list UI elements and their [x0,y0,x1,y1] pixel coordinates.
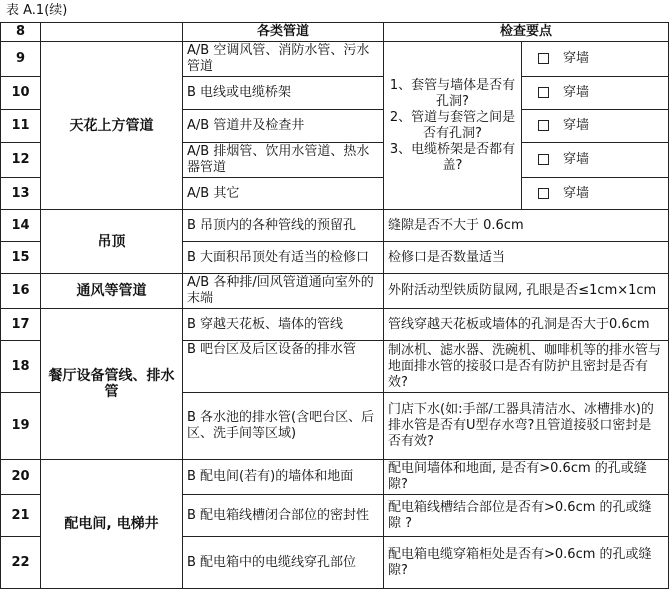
row-number: 13 [1,178,41,210]
row-number: 9 [1,42,41,77]
table-row [1,274,669,309]
checkbox[interactable] [538,188,549,199]
row-number: 18 [1,341,41,393]
pipe-cell: B 配电间(若有)的墙体和地面 [183,460,384,495]
pipe-cell: A/B 其它 [183,178,384,210]
pipe-cell: A/B 空调风管、消防水管、污水管道 [183,42,384,77]
check-cell: 制冰机、滤水器、洗碗机、咖啡机等的排水管与地面排水管的接驳口是否有防护且密封是否有效? [384,341,669,393]
pipe-cell: A/B 排烟管、饮用水管道、热水器管道 [183,143,384,178]
ceiling-check-note: 1、套管与墙体是否有孔洞? 2、管道与套管之间是否有孔洞? 3、电缆桥架是否都有盖? [384,42,522,210]
check-cell: 管线穿越天花板或墙体的孔洞是否大于0.6cm [384,309,669,341]
row-number: 11 [1,110,41,143]
checkbox-cell [522,143,669,178]
row-number: 21 [1,495,41,537]
check-cell: 外附活动型铁质防鼠网, 孔眼是否≤1cm×1cm [384,274,669,309]
group-suspended-ceiling: 吊顶 [41,210,183,274]
pipe-cell: B 大面积吊顶处有适当的检修口 [183,242,384,274]
check-cell: 检修口是否数量适当 [384,242,669,274]
group-ventilation: 通风等管道 [41,274,183,309]
checkbox-label: 穿墙 [563,118,590,133]
checkbox-label: 穿墙 [563,85,590,100]
checkbox-label: 穿墙 [563,152,590,167]
table-caption: 表 A.1(续) [6,3,68,18]
header-empty [41,23,183,42]
check-cell: 门店下水(如:手部/工器具清洁水、冰槽排水)的排水管是否有U型存水弯?且管道接驳口密封是否有效? [384,393,669,460]
checkbox[interactable] [538,53,549,64]
checkbox-cell [522,110,669,143]
pipe-cell: B 吊顶内的各种管线的预留孔 [183,210,384,242]
row-number: 10 [1,77,41,110]
group-ceiling: 天花上方管道 [41,42,183,210]
check-cell: 缝隙是否不大于 0.6cm [384,210,669,242]
row-number: 12 [1,143,41,178]
check-cell: 配电箱电缆穿箱柜处是否有>0.6cm 的孔或缝隙? [384,537,669,589]
pipe-cell: A/B 管道井及检查井 [183,110,384,143]
table-row [1,460,669,495]
checkbox-cell [522,42,669,77]
check-cell: 配电间墙体和地面, 是否有>0.6cm 的孔或缝隙? [384,460,669,495]
table-row [1,210,669,242]
checkbox-cell [522,77,669,110]
group-power-room: 配电间, 电梯井 [41,460,183,589]
pipe-cell: B 各水池的排水管(含吧台区、后区、洗手间等区域) [183,393,384,460]
row-number: 15 [1,242,41,274]
checkbox-label: 穿墙 [563,185,590,201]
pipe-cell: B 配电箱线槽闭合部位的密封性 [183,495,384,537]
pipe-cell: B 电线或电缆桥架 [183,77,384,110]
header-check: 检查要点 [384,23,669,42]
header-row [1,23,669,42]
checkbox[interactable] [538,87,549,98]
pipe-cell: A/B 各种排/回风管道通向室外的末端 [183,274,384,309]
header-no: 8 [1,23,41,42]
pipe-cell: B 吧台区及后区设备的排水管 [183,341,384,393]
header-pipe: 各类管道 [183,23,384,42]
pipe-cell: B 配电箱中的电缆线穿孔部位 [183,537,384,589]
row-number: 20 [1,460,41,495]
row-number: 19 [1,393,41,460]
check-cell: 配电箱线槽结合部位是否有>0.6cm 的孔或缝隙 ? [384,495,669,537]
checkbox[interactable] [538,120,549,131]
checkbox[interactable] [538,154,549,165]
inspection-table [0,22,669,589]
checkbox-label: 穿墙 [563,51,590,66]
pipe-cell: B 穿越天花板、墙体的管线 [183,309,384,341]
table-row [1,309,669,341]
table-row [1,42,669,77]
row-number: 22 [1,537,41,589]
row-number: 17 [1,309,41,341]
row-number: 16 [1,274,41,309]
row-number: 14 [1,210,41,242]
checkbox-cell [522,178,669,210]
group-restaurant: 餐厅设备管线、排水管 [41,309,183,460]
